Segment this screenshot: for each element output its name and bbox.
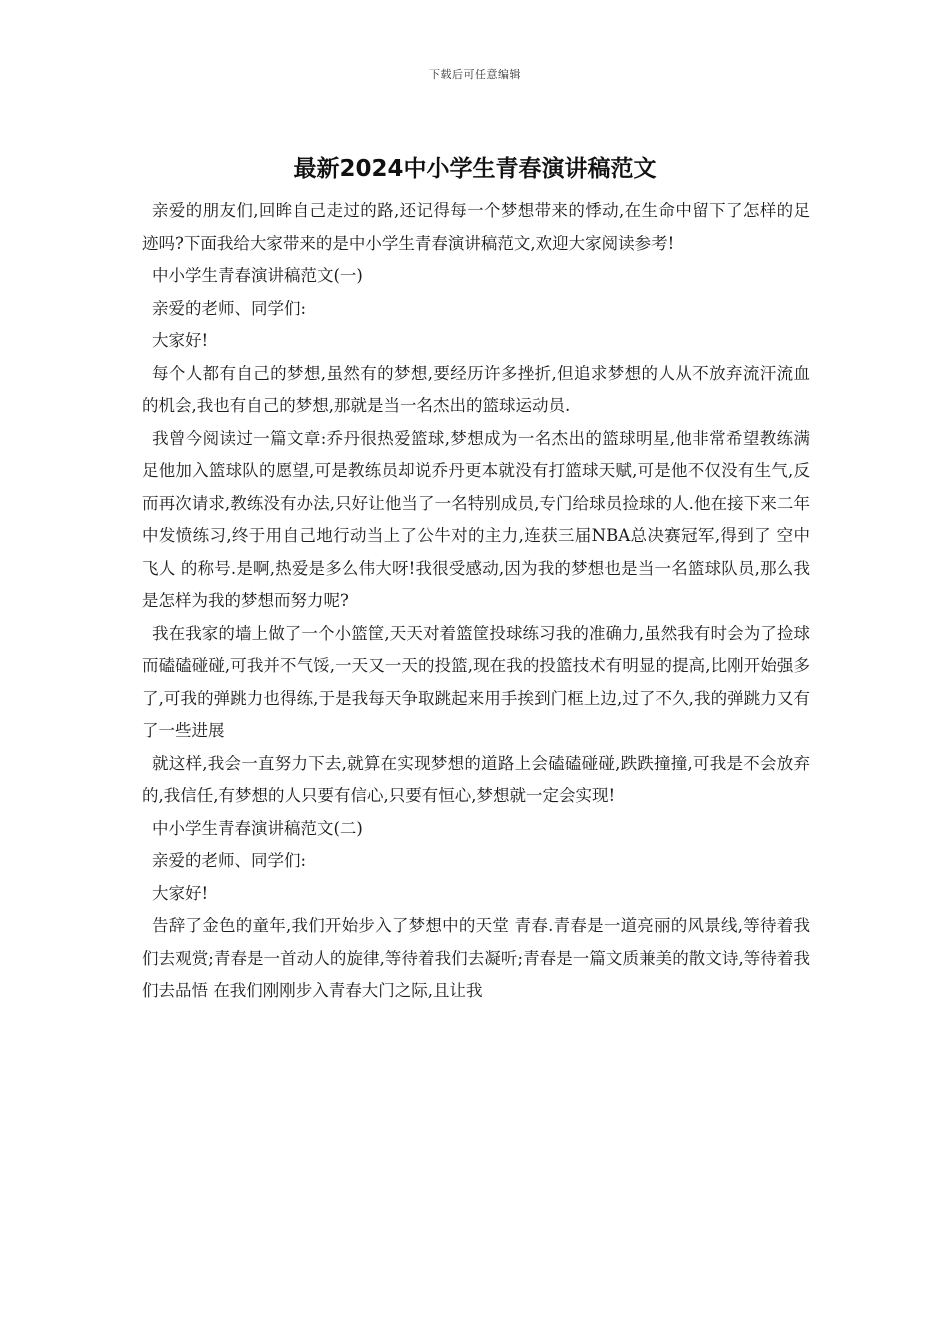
paragraph: 每个人都有自己的梦想,虽然有的梦想,要经历许多挫折,但追求梦想的人从不放弃流汗流血的机会,我也有自己的梦想,那就是当一名杰出的篮球运动员. <box>142 363 810 415</box>
section-heading-1: 中小学生青春演讲稿范文(一) <box>152 266 363 285</box>
document-title: 最新2024中小学生青春演讲稿范文 <box>293 156 657 182</box>
greeting: 大家好! <box>152 331 209 350</box>
paragraph: 我曾今阅读过一篇文章:乔丹很热爱篮球,梦想成为一名杰出的篮球明星,他非常希望教练满足他加入篮球队的愿望,可是教练员却说乔丹更本就没有打篮球天赋,可是他不仅没有生气,反而再次请求,教练没有办法,只好让他当了一名特别成员,专门给球员捡球的人.他在接下来二年中发愤练习,终于用自己地行动当上了公牛对的主力,连获三届NBA总决赛冠军,得到了 空中飞人 的称号.是啊,热爱是多么伟大呀!我很受感动,因为我的梦想也是当一名篮球队员,那么我是怎样为我的梦想而努力呢? <box>142 428 810 610</box>
paragraph: 我在我家的墙上做了一个小篮筐,天天对着篮筐投球练习我的准确力,虽然我有时会为了捡球而磕磕碰碰,可我并不气馁,一天又一天的投篮,现在我的投篮技术有明显的提高,比刚开始强多了,可我的弹跳力也得练,于是我每天争取跳起来用手挨到门框上边,过了不久,我的弹跳力又有了一些进展 <box>142 623 810 740</box>
header-note: 下载后可任意编辑 <box>429 68 521 81</box>
section-heading-2: 中小学生青春演讲稿范文(二) <box>152 818 363 838</box>
paragraph: 告辞了金色的童年,我们开始步入了梦想中的天堂 青春.青春是一道亮丽的风景线,等待着我们去观赏;青春是一首动人的旋律,等待着我们去凝听;青春是一篇文质兼美的散文诗,等待着我们去品悟 在我们刚刚步入青春大门之际,且让我 <box>142 916 810 1000</box>
greeting: 大家好! <box>152 883 209 903</box>
paragraph-intro: 亲爱的朋友们,回眸自己走过的路,还记得每一个梦想带来的悸动,在生命中留下了怎样的足迹吗?下面我给大家带来的是中小学生青春演讲稿范文,欢迎大家阅读参考! <box>142 201 810 253</box>
paragraph: 就这样,我会一直努力下去,就算在实现梦想的道路上会磕磕碰碰,跌跌撞撞,可我是不会放弃的,我信任,有梦想的人只要有信心,只要有恒心,梦想就一定会实现! <box>142 753 810 805</box>
document-body <box>142 195 810 1008</box>
salutation: 亲爱的老师、同学们: <box>152 851 307 870</box>
salutation: 亲爱的老师、同学们: <box>152 298 307 318</box>
